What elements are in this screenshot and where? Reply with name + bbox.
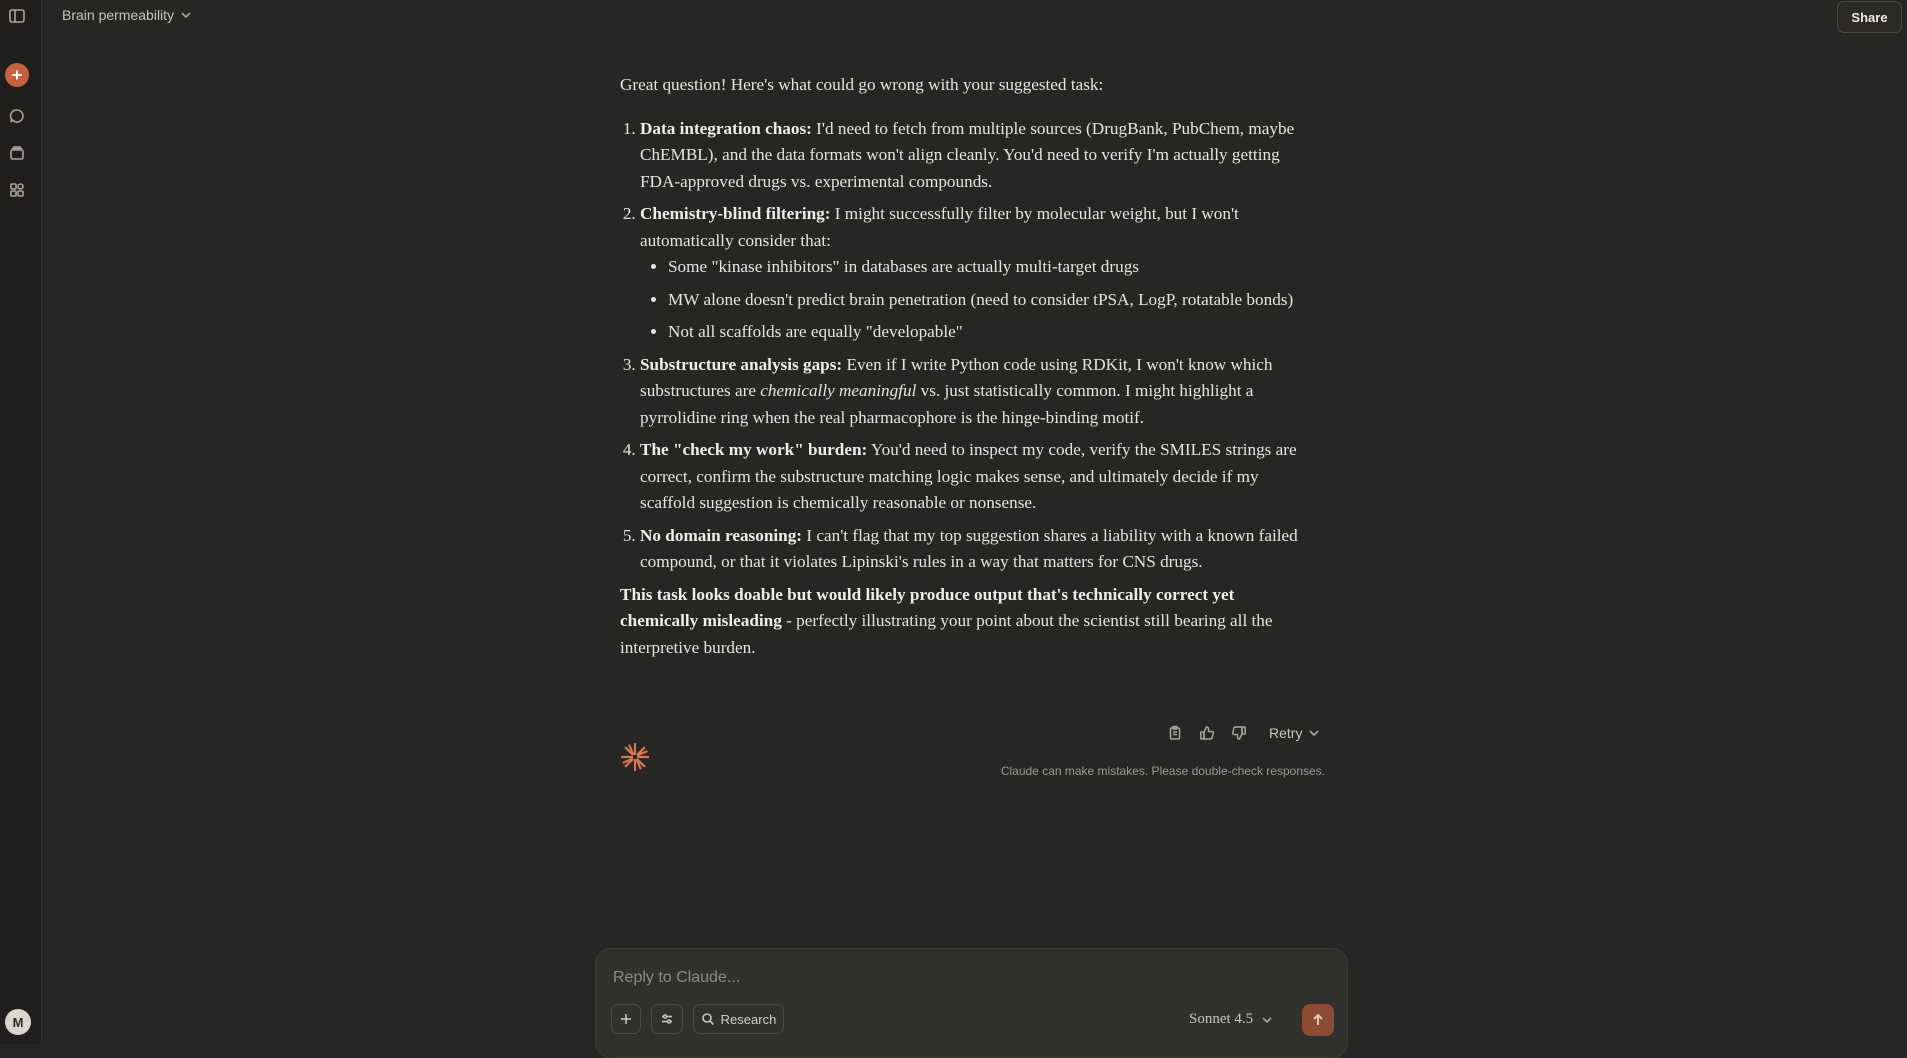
- issues-list: [620, 116, 1300, 576]
- claude-logo-icon: [619, 741, 651, 773]
- sub-list: [640, 254, 1300, 346]
- add-attachment-button[interactable]: [611, 1004, 641, 1034]
- chevron-down-icon: [180, 9, 192, 21]
- disclaimer: Claude can make mistakes. Please double-check responses.: [1000, 764, 1325, 778]
- item-text: I'd need to fetch from multiple sources (DrugBank, PubChem, maybe ChEMBL), and the data formats won't align cleanly. You'd need to verify I'm actually getting FDA-approved drugs vs. experimental compounds.: [640, 118, 1295, 191]
- item-text: I might successfully filter by molecular weight, but I won't automatically consider that:: [640, 204, 1239, 250]
- projects-icon[interactable]: [6, 142, 28, 164]
- closing-bold: This task looks doable but would likely produce output that's technically correct yet chemically misleading: [620, 584, 1235, 630]
- item-heading: Data integration chaos:: [640, 118, 812, 138]
- retry-label: Retry: [1269, 725, 1303, 741]
- share-button[interactable]: Share: [1837, 1, 1902, 33]
- thumbs-up-icon[interactable]: [1195, 721, 1219, 745]
- research-button[interactable]: [693, 1004, 784, 1034]
- item-text: You'd need to inspect my code, verify the SMILES strings are correct, confirm the substructure matching logic makes sense, and ultimately decide if my scaffold suggestion is chemically reasonable or nonsense.: [640, 440, 1297, 512]
- item-heading: The "check my work" burden:: [640, 440, 868, 459]
- chats-icon[interactable]: [6, 105, 28, 127]
- item-heading: Chemistry-blind filtering:: [640, 204, 831, 223]
- research-icon: [701, 1012, 715, 1026]
- message-closing: [620, 582, 1300, 662]
- assistant-message: [620, 72, 1300, 661]
- new-chat-button[interactable]: [5, 63, 29, 87]
- research-label: Research: [720, 1011, 777, 1027]
- sub-list-item: • MW alone doesn't predict brain penetration (need to consider tPSA, LogP, rotatable bonds): [668, 287, 1300, 314]
- list-item: [640, 116, 1300, 196]
- item-heading: Substructure analysis gaps:: [640, 354, 843, 374]
- item-text: vs. just statistically common. I might highlight a pyrrolidine ring when the real pharmacophore is the hinge-binding motif.: [640, 381, 1254, 427]
- tools-button[interactable]: [651, 1004, 683, 1034]
- send-button[interactable]: [1302, 1004, 1334, 1036]
- sidebar: [0, 0, 42, 1044]
- avatar[interactable]: M: [5, 1009, 31, 1035]
- sub-list-item: • Some "kinase inhibitors" in databases are actually multi-target drugs: [668, 254, 1300, 281]
- message-intro: Great question! Here's what could go wrong with your suggested task:: [620, 75, 1104, 94]
- list-item: [640, 523, 1300, 576]
- arrow-up-icon: [1311, 1013, 1325, 1027]
- composer: [595, 948, 1348, 1058]
- page-title: Brain permeability: [62, 7, 175, 23]
- model-label: Sonnet 4.5: [1189, 1011, 1254, 1027]
- sub-list-item: • Not all scaffolds are equally "developable": [668, 319, 1300, 346]
- item-heading: No domain reasoning:: [640, 525, 803, 545]
- list-item: [640, 437, 1300, 517]
- list-item: [640, 352, 1300, 432]
- list-item: [640, 201, 1300, 346]
- sliders-icon: [660, 1012, 674, 1026]
- plus-icon: [619, 1012, 633, 1026]
- item-text: I can't flag that my top suggestion shares a liability with a known failed compound, or that it violates Lipinski's rules in a way that matters for CNS drugs.: [640, 525, 1298, 571]
- plus-icon: [11, 69, 23, 81]
- model-selector[interactable]: [1189, 1011, 1273, 1028]
- item-text: Even if I write Python code using RDKit, I won't know which substructures are: [640, 354, 1273, 400]
- chat-title-dropdown[interactable]: [62, 7, 192, 23]
- closing-text: - perfectly illustrating your point about the scientist still bearing all the interpretive burden.: [620, 611, 1273, 657]
- artifacts-icon[interactable]: [6, 179, 28, 201]
- chevron-down-icon: [1308, 727, 1320, 739]
- reply-input[interactable]: [611, 965, 1315, 991]
- retry-button[interactable]: [1269, 725, 1320, 741]
- chevron-down-icon: [1261, 1014, 1273, 1026]
- thumbs-down-icon[interactable]: [1227, 721, 1251, 745]
- copy-icon[interactable]: [1163, 721, 1187, 745]
- message-actions: [1163, 721, 1320, 745]
- sidebar-toggle-icon[interactable]: [6, 5, 28, 27]
- item-emphasis: chemically meaningful: [760, 381, 917, 400]
